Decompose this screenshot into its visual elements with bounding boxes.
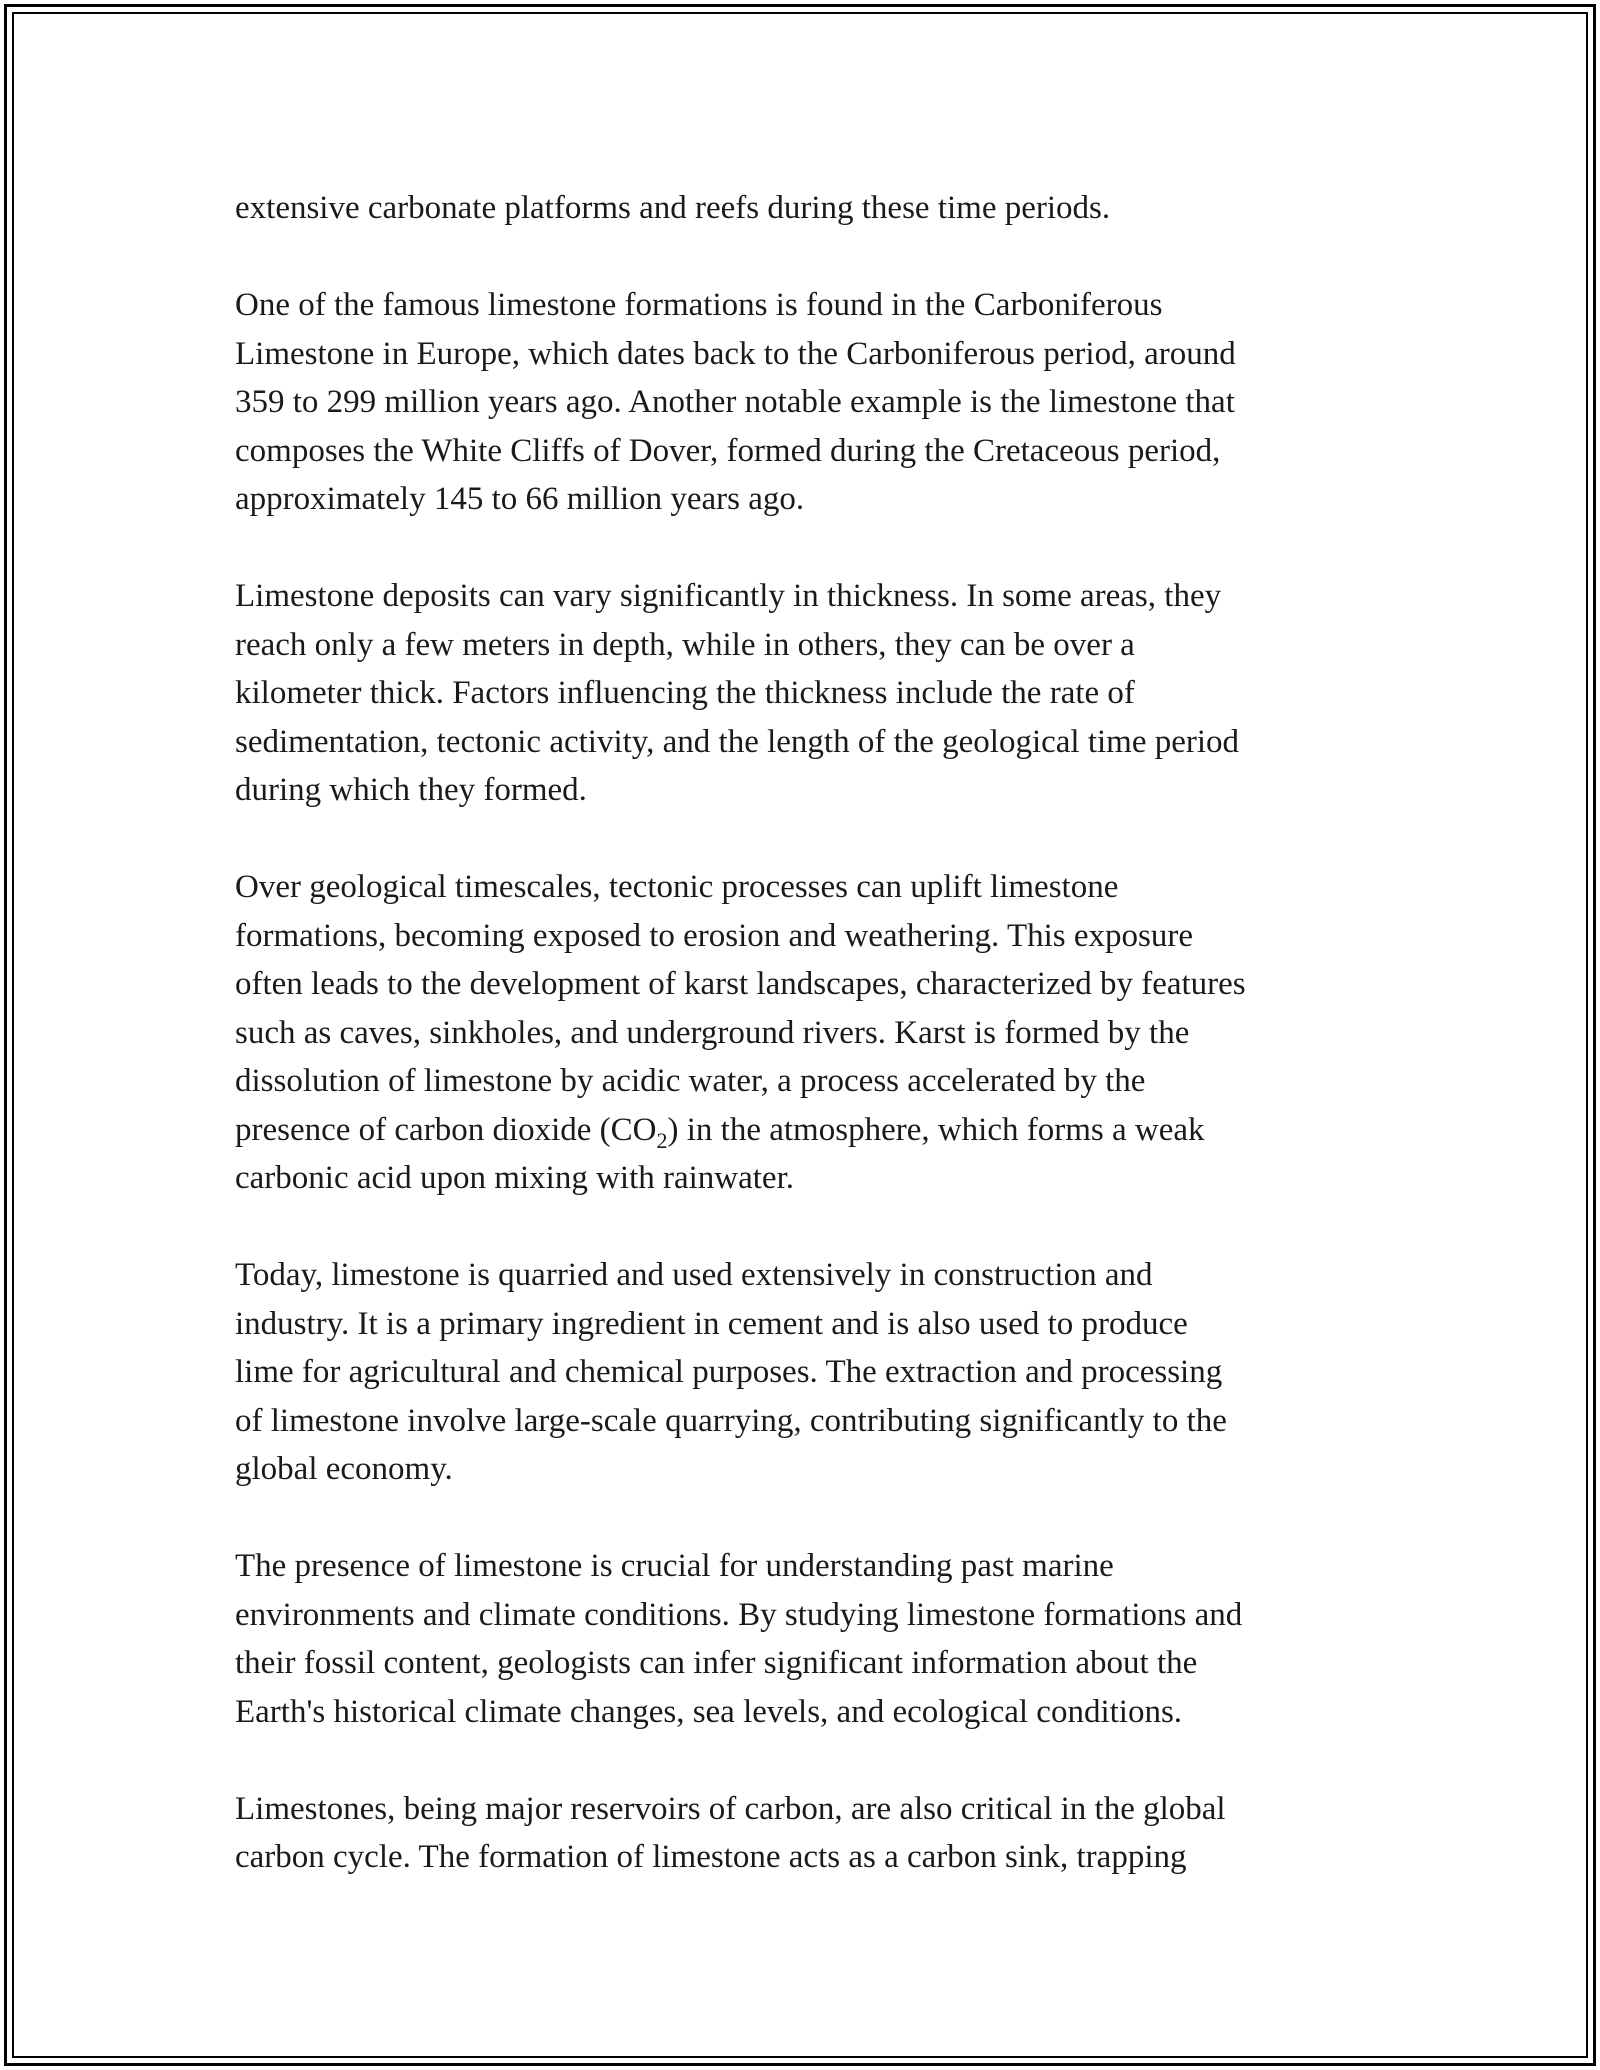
paragraph-carbonate-platforms: extensive carbonate platforms and reefs during these time periods.: [235, 190, 1111, 226]
co2-subscript: 2: [656, 1127, 668, 1153]
karst-text-before: Over geological timescales, tectonic processes can uplift limestone formations, becoming exposed to erosion and weathering. This exposure often leads to the development of karst landscapes, characterized by features such as caves, sinkholes, and underground rivers. Karst is formed by the dissolution of limestone by acidic water, a process accelerated by the presence of carbon dioxide (CO: [235, 869, 1246, 1148]
paragraph-quarrying-uses: Today, limestone is quarried and used extensively in construction and industry. It is a primary ingredient in cement and is also used to produce lime for agricultural and chemical purposes. The extraction and processing of limestone involve large-scale quarrying, contributing significantly to the global economy.: [235, 1257, 1227, 1487]
paragraph-deposit-thickness: Limestone deposits can vary significantly in thickness. In some areas, they reach only a few meters in depth, while in others, they can be over a kilometer thick. Factors influencing the thickness include the rate of sedimentation, tectonic activity, and the length of the geological time period during which they formed.: [235, 578, 1240, 808]
paragraph-carbon-cycle: Limestones, being major reservoirs of carbon, are also critical in the global carbon cycle. The formation of limestone acts as a carbon sink, trapping: [235, 1790, 1226, 1875]
paragraph-past-environments: The presence of limestone is crucial for understanding past marine environments and climate conditions. By studying limestone formations and their fossil content, geologists can infer significant information about the Earth's historical climate changes, sea levels, and ecological conditions.: [235, 1548, 1243, 1730]
paragraph-famous-formations: One of the famous limestone formations is found in the Carboniferous Limestone in Europe, which dates back to the Carboniferous period, around 359 to 299 million years ago. Another notable example is the limestone that composes the White Cliffs of Dover, formed during the Cretaceous period, approximately 145 to 66 million years ago.: [235, 287, 1236, 517]
document-body: [235, 184, 1365, 1882]
karst-text-after: ) in the atmosphere, which forms a weak carbonic acid upon mixing with rainwater.: [235, 1111, 1205, 1196]
paragraph-karst-landscapes: [235, 863, 1365, 1203]
